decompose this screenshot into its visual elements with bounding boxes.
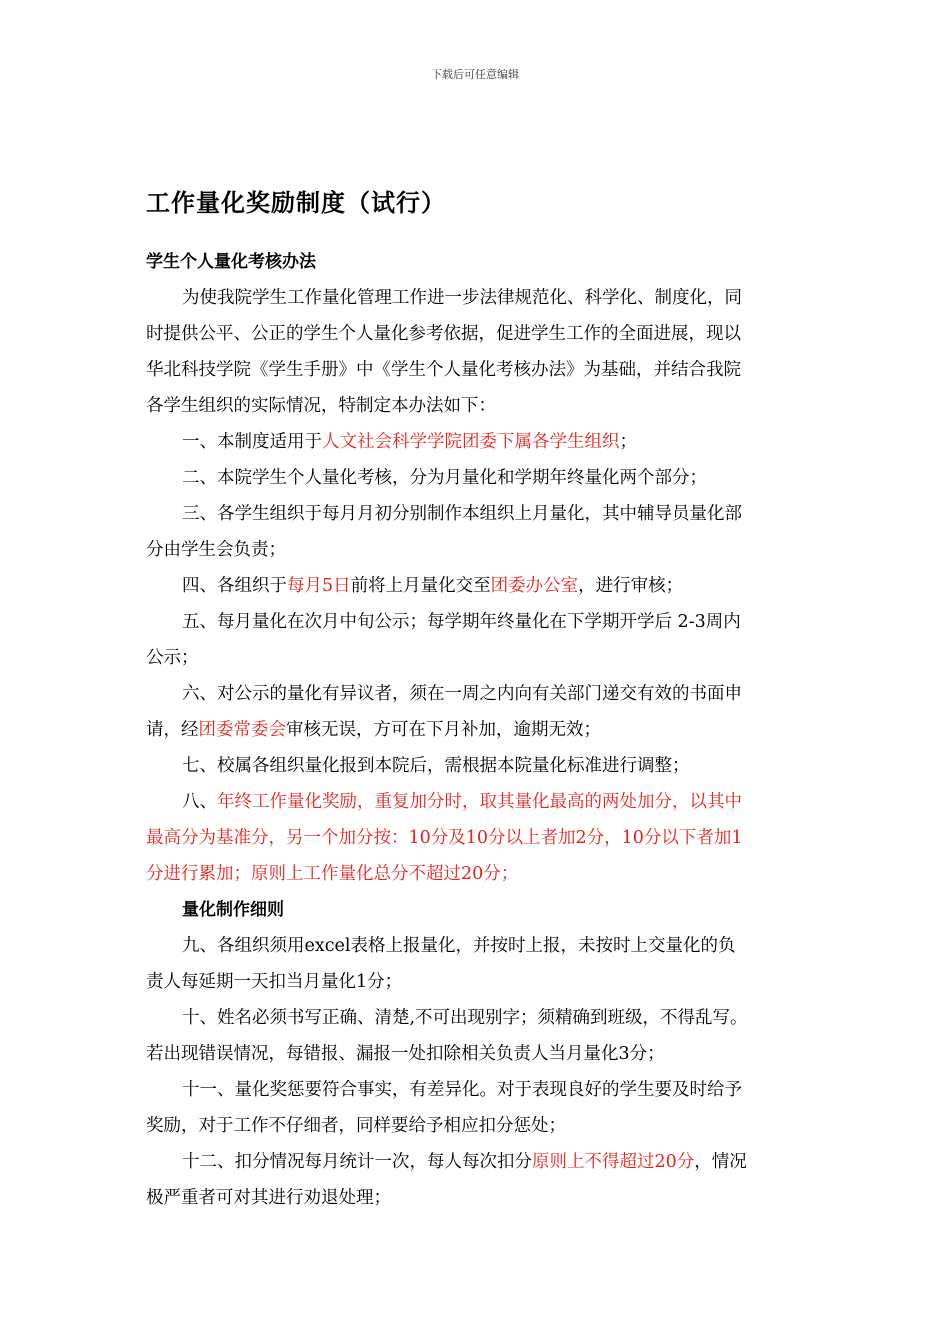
highlighted-text: 团委常委会 [198,720,286,740]
text-line [146,424,810,460]
document-title: 工作量化奖励制度（试行） [146,189,446,217]
text-line [146,820,810,856]
text-segment: 责人每延期一天扣当月量化1分； [146,972,403,992]
text-segment: 量化制作细则 [182,900,284,920]
text-segment: 十、姓名必须书写正确、清楚,不可出现别字；须精确到班级，不得乱写。 [182,1008,748,1028]
text-segment: ，情况 [694,1152,747,1172]
highlighted-text: 年终工作量化奖励，重复加分时，取其量化最高的两处加分，以其中 [217,792,742,812]
text-line [146,1144,810,1180]
text-line [146,928,810,964]
text-segment: 一、本制度适用于 [182,432,322,452]
text-line [146,316,810,352]
text-line [146,532,810,568]
highlighted-text: 人文社会科学学院团委下属各学生组织 [322,432,620,452]
text-line [146,280,810,316]
text-segment: 为使我院学生工作量化管理工作进一步法律规范化、科学化、制度化，同 [182,288,742,308]
page-header: 下载后可任意编辑 [431,68,519,81]
document-body [146,244,810,1216]
text-line [146,496,810,532]
text-line [146,856,810,892]
text-line [146,1072,810,1108]
text-line [146,1108,810,1144]
text-line [146,640,810,676]
section-heading [146,892,810,928]
highlighted-text: 每月5日 [287,576,351,596]
text-segment: 奖励，对于工作不仔细者，同样要给予相应扣分惩处； [146,1116,566,1136]
text-line [146,604,810,640]
text-segment: 十一、量化奖惩要符合事实，有差异化。对于表现良好的学生要及时给予 [182,1080,742,1100]
text-segment: ； [619,432,637,452]
text-segment: 华北科技学院《学生手册》中《学生个人量化考核办法》为基础，并结合我院 [146,360,741,380]
text-line [146,1036,810,1072]
text-segment: 时提供公平、公正的学生个人量化参考依据，促进学生工作的全面进展，现以 [146,324,741,344]
text-segment: 公示； [146,648,199,668]
text-segment: 五、每月量化在次月中旬公示；每学期年终量化在下学期开学后 2-3周内 [182,612,741,632]
highlighted-text: 最高分为基准分，另一个加分按：10分及10分以上者加2分，10分以下者加1 [146,828,743,848]
text-segment: 九、各组织须用excel表格上报量化，并按时上报，未按时上交量化的负 [182,936,736,956]
text-segment: 二、本院学生个人量化考核，分为月量化和学期年终量化两个部分； [182,468,707,488]
text-line [146,1180,810,1216]
text-segment: 十二、扣分情况每月统计一次，每人每次扣分 [182,1152,532,1172]
text-line [146,712,810,748]
highlighted-text: 团委办公室 [490,576,579,596]
text-line [146,964,810,1000]
text-segment: 分由学生会负责； [146,540,286,560]
text-line [146,352,810,388]
text-line [146,388,810,424]
text-segment: 极严重者可对其进行劝退处理； [146,1188,391,1208]
section-heading [146,244,810,280]
text-segment: 七、校属各组织量化报到本院后，需根据本院量化标准进行调整； [182,756,690,776]
text-segment: 请，经 [146,720,199,740]
text-segment: 八、 [182,792,217,812]
text-segment: 审核无误，方可在下月补加，逾期无效； [286,720,601,740]
highlighted-text: 原则上不得超过20分 [532,1152,695,1172]
text-line [146,676,810,712]
text-line [146,748,810,784]
text-segment: ，进行审核； [578,576,684,596]
text-segment: 学生个人量化考核办法 [146,252,316,272]
text-segment: 四、各组织于 [182,576,287,596]
text-line [146,568,810,604]
text-segment: 若出现错误情况，每错报、漏报一处扣除相关负责人当月量化3分； [146,1044,665,1064]
text-segment: 前将上月量化交至 [350,576,491,596]
text-segment: 三、各学生组织于每月月初分别制作本组织上月量化，其中辅导员量化部 [182,504,742,524]
text-line [146,1000,810,1036]
highlighted-text: 分进行累加；原则上工作量化总分不超过20分； [146,864,519,884]
text-line [146,784,810,820]
text-segment: 各学生组织的实际情况，特制定本办法如下： [146,396,496,416]
text-line [146,460,810,496]
text-segment: 六、对公示的量化有异议者，须在一周之内向有关部门递交有效的书面申 [182,684,742,704]
